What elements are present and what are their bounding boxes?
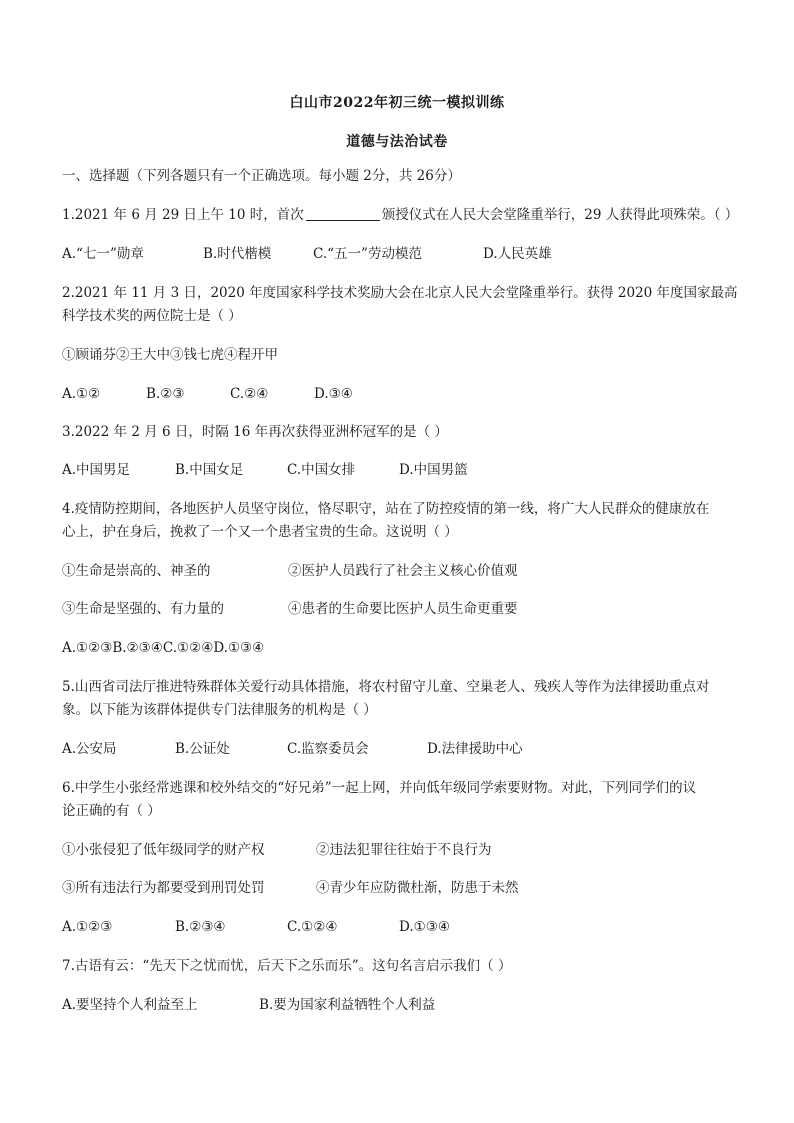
question-6-statement-4: ④青少年应防微杜渐，防患于未然	[316, 880, 519, 896]
question-5-stem-line-2: 象。以下能为该群体提供专门法律服务的机构是（ ）	[62, 702, 377, 718]
question-5-stem-line-1: 5.山西省司法厅推进特殊群体关爱行动具体措施，将农村留守儿童、空巢老人、残疾人等作为法律援助重点对	[62, 679, 710, 695]
question-3-option-b: B.中国女足	[175, 462, 244, 478]
question-6-statement-3: ③所有违法行为都要受到刑罚处罚	[62, 880, 265, 896]
question-4-statement-3: ③生命是坚强的、有力量的	[62, 601, 224, 617]
question-1-stem-after: 颁授仪式在人民大会堂隆重举行，29 人获得此项殊荣。（ ）	[381, 207, 739, 223]
question-4-stem-line-2: 心上，护在身后，挽救了一个又一个患者宝贵的生命。这说明（ ）	[62, 524, 458, 540]
question-6-statement-2: ②违法犯罪往往始于不良行为	[316, 842, 492, 858]
question-2-stem-line-1: 2.2021 年 11 月 3 日，2020 年度国家科学技术奖励大会在北京人民大会堂隆重举行。获得 2020 年度国家最高	[62, 285, 738, 301]
question-3-stem: 3.2022 年 2 月 6 日，时隔 16 年再次获得亚洲杯冠军的是（ ）	[62, 424, 448, 440]
question-1-option-c: C.“五一”劳动模范	[313, 246, 422, 262]
question-5-option-a: A.公安局	[62, 741, 117, 757]
question-6-stem-line-1: 6.中学生小张经常逃课和校外结交的“好兄弟”一起上网，并向低年级同学索要财物。对此，下列同学们的议	[62, 780, 697, 796]
question-7-option-a: A.要坚持个人利益至上	[62, 997, 198, 1013]
question-5-option-c: C.监察委员会	[287, 741, 369, 757]
question-7-stem: 7.古语有云：“先天下之忧而忧，后天下之乐而乐”。这句名言启示我们（ ）	[62, 958, 512, 974]
question-2-option-a: A.①②	[62, 386, 101, 402]
question-4-options: A.①②③B.②③④C.①②④D.①③④	[62, 640, 265, 656]
question-2-option-d: D.③④	[314, 386, 353, 402]
question-7-option-b: B.要为国家利益牺牲个人利益	[259, 997, 436, 1013]
question-2-option-c: C.②④	[230, 386, 269, 402]
question-1-option-a: A.“七一”勋章	[62, 246, 144, 262]
question-3-option-d: D.中国男篮	[399, 462, 468, 478]
question-1-option-d: D.人民英雄	[483, 246, 552, 262]
question-2-option-b: B.②③	[146, 386, 185, 402]
question-1-stem	[62, 205, 742, 225]
question-1-option-b: B.时代楷模	[203, 246, 272, 262]
exam-subtitle: 道德与法治试卷	[346, 134, 448, 150]
question-4-statement-4: ④患者的生命要比医护人员生命更重要	[288, 601, 518, 617]
question-2-statements: ①顾诵芬②王大中③钱七虎④程开甲	[62, 347, 278, 363]
exam-title: 白山市2022年初三统一模拟训练	[289, 95, 505, 111]
section-heading: 一、选择题（下列各题只有一个正确选项。每小题 2分，共 26分）	[62, 168, 461, 184]
question-6-statement-1: ①小张侵犯了低年级同学的财产权	[62, 842, 265, 858]
question-3-option-c: C.中国女排	[287, 462, 356, 478]
question-4-statement-1: ①生命是崇高的、神圣的	[62, 563, 211, 579]
question-6-stem-line-2: 论正确的有（ ）	[62, 803, 161, 819]
question-6-option-a: A.①②③	[62, 919, 113, 935]
question-3-option-a: A.中国男足	[62, 462, 131, 478]
question-5-option-b: B.公证处	[175, 741, 230, 757]
question-4-stem-line-1: 4.疫情防控期间，各地医护人员坚守岗位，恪尽职守，站在了防控疫情的第一线，将广大人民群众的健康放在	[62, 501, 710, 517]
question-2-stem-line-2: 科学技术奖的两位院士是（ ）	[62, 308, 242, 324]
question-6-option-c: C.①②④	[287, 919, 338, 935]
question-6-option-d: D.①③④	[399, 919, 450, 935]
question-4-statement-2: ②医护人员践行了社会主义核心价值观	[288, 563, 518, 579]
question-6-option-b: B.②③④	[175, 919, 226, 935]
question-5-option-d: D.法律援助中心	[427, 741, 523, 757]
fill-in-blank	[306, 206, 380, 221]
question-1-stem-before: 1.2021 年 6 月 29 日上午 10 时，首次	[62, 207, 304, 223]
